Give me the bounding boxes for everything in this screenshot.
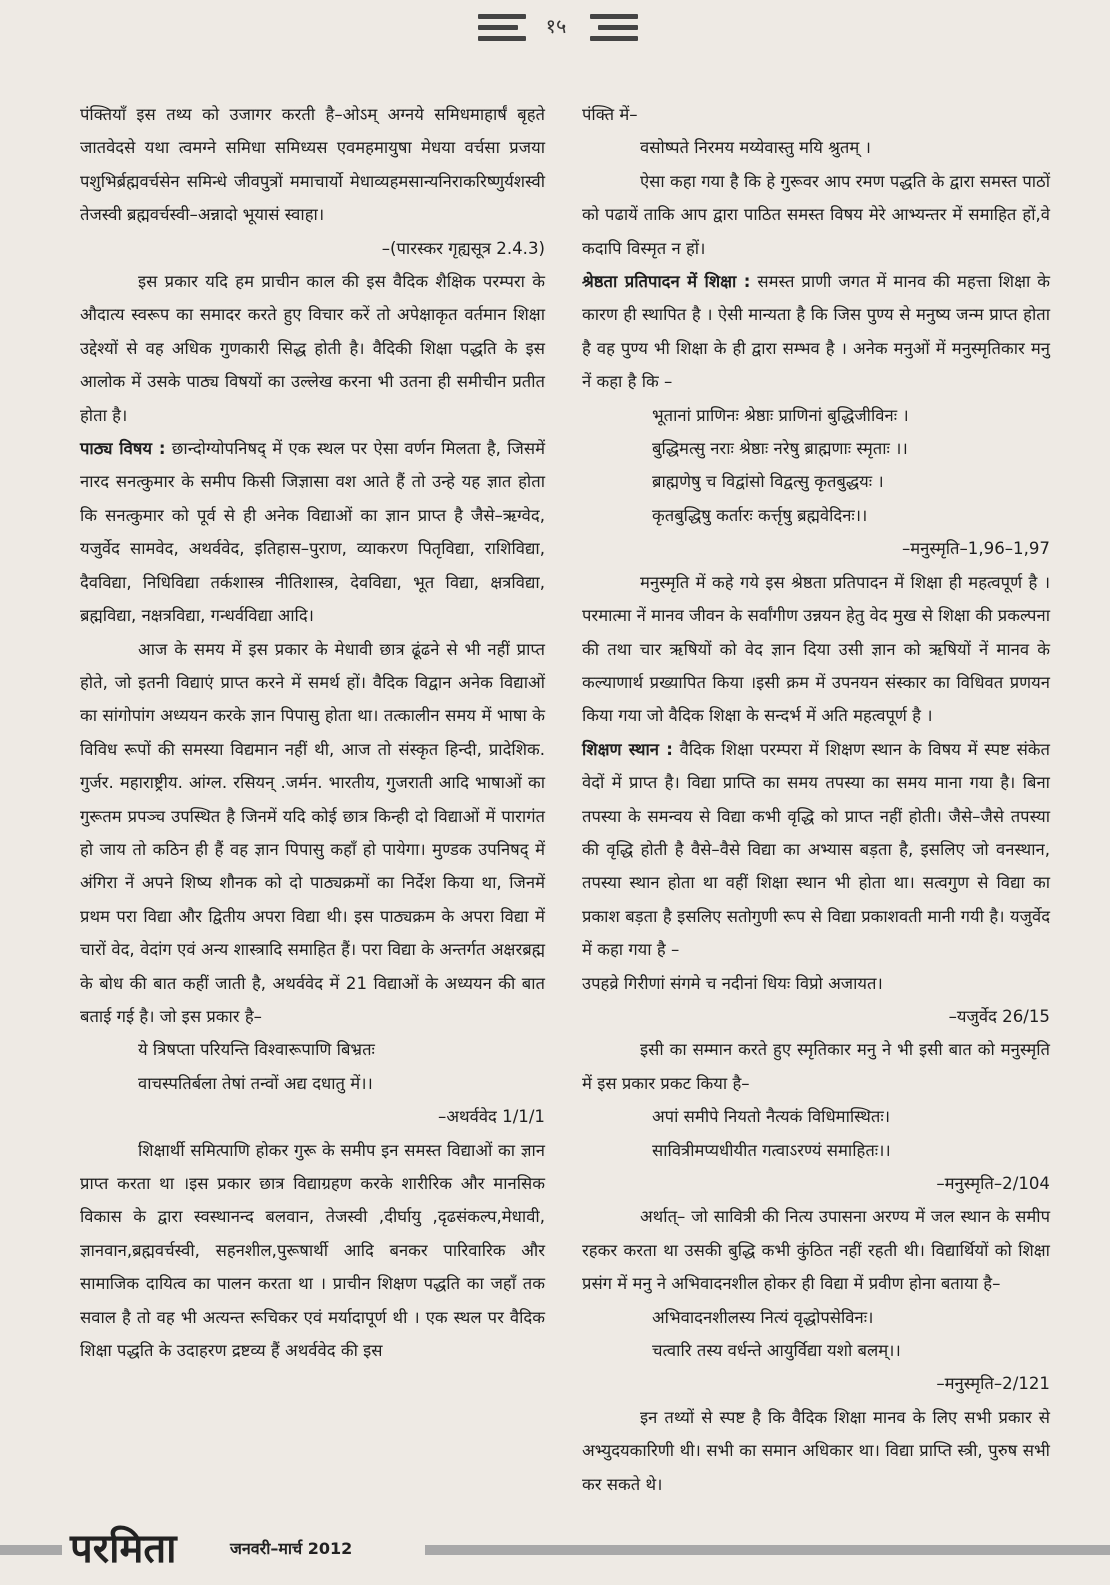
paragraph: पंक्तियाँ इस तथ्य को उजागर करती है–ओऽम् अग्नये समिधमाहार्षं बृहते जातवेदसे यथा त्वमग्ने समिधा समिध्यस एवमहमायुषा मेधया वर्चसा प्रजया पशुभिर्ब्रह्मवर्चसेन समिन्धे जीवपुत्रों ममाचार्यो मेधाव्यहमसान्यनिराकरिष्णुर्यशस्वी तेजस्वी ब्रह्मवर्चस्वी–अन्नादो भूयासं स्वाहा। [80,105,545,225]
verse-line: सावित्रीमप्यधीयीत गत्वाऽरण्यं समाहितः।। [652,1140,891,1160]
paragraph [582,733,1050,967]
paragraph-text: छान्दोग्योपनिषद् में एक स्थल पर ऐसा वर्णन मिलता है, जिसमें नारद सनत्कुमार के समीप किसी जिज्ञासा वश आते हैं तो उन्हे यह ज्ञात होता कि सनत्कुमार को पूर्व से ही अनेक विद्याओं का ज्ञान प्राप्त है जैसे–ऋग्वेद, यजुर्वेद सामवेद, अथर्ववेद, इतिहास–पुराण, व्याकरण पितृविद्या, राशिविद्या, दैवविद्या, निधिविद्या तर्कशास्त्र नीतिशास्त्र, देवविद्या, भूत विद्या, क्षत्रविद्या, ब्रह्मविद्या, नक्षत्रविद्या, गन्धर्वविद्या आदि। [80,439,545,626]
paragraph: इसी का सम्मान करते हुए स्मृतिकार मनु ने भी इसी बात को मनुस्मृति में इस प्रकार प्रकट किया है– [582,1040,1050,1093]
verse-line: बुद्धिमत्सु नराः श्रेष्ठाः नरेषु ब्राह्मणाः स्मृताः ।। [652,439,908,459]
section-heading: पाठ्य विषय : [80,439,166,459]
paragraph-text: समस्त प्राणी जगत में मानव की महत्ता शिक्षा के कारण ही स्थापित है । ऐसी मान्यता है कि जिस पुण्य से मनुष्य जन्म प्राप्त होता है वह पुण्य भी शिक्षा के ही द्वारा सम्भव है । अनेक मनुओं में मनुस्मृतिकार मनु नें कहा है कि – [582,272,1050,392]
left-column [80,98,545,1367]
magazine-name: परमिता [70,1525,177,1572]
citation: –अथर्ववेद 1/1/1 [438,1107,545,1127]
issue-date: जनवरी–मार्च 2012 [230,1539,353,1558]
paragraph: इस प्रकार यदि हम प्राचीन काल की इस वैदिक शैक्षिक परम्परा के औदात्य स्वरूप का समादर करते हुए विचार करें तो अपेक्षाकृत वर्तमान शिक्षा उद्देश्यों से वह अधिक गुणकारी सिद्ध होती है। वैदिकी शिक्षा पद्धति के इस आलोक में उसके पाठ्य विषयों का उल्लेख करना भी उतना ही समीचीन प्रतीत होता है। [80,272,545,425]
right-column [582,98,1050,1501]
paragraph: आज के समय में इस प्रकार के मेधावी छात्र ढूंढने से भी नहीं प्राप्त होते, जो इतनी विद्याएं प्राप्त करने में समर्थ हों। वैदिक विद्वान अनेक विद्याओं का सांगोपांग अध्ययन करके ज्ञान पिपासु होता था। तत्कालीन समय में भाषा के विविध रूपों की समस्या विद्यमान नहीं थी, आज तो संस्कृत हिन्दी, प्रादेशिक. गुर्जर. महाराष्ट्रीय. आंग्ल. रसियन् .जर्मन. भारतीय, गुजराती आदि भाषाओं का गुरूतम प्रपञ्च उपस्थित है जिनमें यदि कोई छात्र किन्ही दो विद्याओं में पारागंत हो जाय तो कठिन ही हैं वह ज्ञान पिपासु कहाँ हो पायेगा। मुण्डक उपनिषद् में अंगिरा नें अपने शिष्य शौनक को दो पाठ्यक्रमों का निर्देश किया था, जिनमें प्रथम परा विद्या और द्वितीय अपरा विद्या थी। इस पाठ्यक्रम के अपरा विद्या में चारों वेद, वेदांग एवं अन्य शास्त्रादि समाहित हैं। परा विद्या के अन्तर्गत अक्षरब्रह्म के बोध की बात कहीं जाती है, अथर्ववेद में 21 विद्याओं के अध्ययन की बात बताई गई है। जो इस प्रकार है– [80,639,545,1026]
verse-line: अभिवादनशीलस्य नित्यं वृद्धोपसेविनः। [652,1307,874,1327]
verse-line: भूतानां प्राणिनः श्रेष्ठाः प्राणिनां बुद्धिजीविनः । [652,405,909,425]
footer-rule [0,1545,62,1555]
section-heading: शिक्षण स्थान : [582,739,673,759]
citation: –(पारस्कर गृह्यसूत्र 2.4.3) [381,238,545,258]
paragraph [582,265,1050,399]
paragraph: अर्थात्– जो सावित्री की नित्य उपासना अरण्य में जल स्थान के समीप रहकर करता था उसकी बुद्धि कभी कुंठित नहीं रहती थी। विद्यार्थियों को शिक्षा प्रसंग में मनु ने अभिवादनशील होकर ही विद्या में प्रवीण होना बताया है– [582,1207,1050,1294]
verse-line: अपां समीपे नियतो नैत्यकं विधिमास्थितः। [652,1107,891,1127]
footer [0,1525,1110,1573]
paragraph: इन तथ्यों से स्पष्ट है कि वैदिक शिक्षा मानव के लिए सभी प्रकार से अभ्युदयकारिणी थी। सभी का समान अधिकार था। विद्या प्राप्ति स्त्री, पुरुष सभी कर सकते थे। [582,1407,1050,1494]
paragraph: ऐसा कहा गया है कि हे गुरूवर आप रमण पद्धति के द्वारा समस्त पाठों को पढायें ताकि आप द्वारा पाठित समस्त विषय मेरे आभ्यन्तर में समाहित हों,वे कदापि विस्मृत न हों। [582,171,1050,258]
citation: –मनुस्मृति–2/121 [936,1374,1050,1394]
verse-line: कृतबुद्धिषु कर्तारः कर्त्तृषु ब्रह्मवेदिनः।। [652,505,868,525]
verse-line: ये त्रिषप्ता परियन्ति विश्वारूपाणि बिभ्रतः [138,1040,375,1060]
paragraph: मनुस्मृति में कहे गये इस श्रेष्ठता प्रतिपादन में शिक्षा ही महत्वपूर्ण है । परमात्मा नें मानव जीवन के सर्वांगीण उन्नयन हेतु वेद मुख से शिक्षा की प्रकल्पना की तथा चार ऋषियों को वेद ज्ञान दिया उसी ज्ञान को ऋषियों नें मानव के कल्याणार्थ प्रख्यापित किया ।इसी क्रम में उपनयन संस्कार का विधिवत प्रणयन किया गया जो वैदिक शिक्षा के सन्दर्भ में अति महत्वपूर्ण है । [582,572,1050,726]
paragraph-text: वैदिक शिक्षा परम्परा में शिक्षण स्थान के विषय में स्पष्ट संकेत वेदों में प्राप्त है। विद्या प्राप्ति का समय तपस्या का समय माना गया है। बिना तपस्या के समन्वय से विद्या कभी वृद्धि को प्राप्त नहीं होती। जैसे–जैसे तपस्या की वृद्धि होती है वैसे–वैसे विद्या का अभ्यास बड़ता है, इसलिए जो वनस्थान, तपस्या स्थान होता था वहीं शिक्षा स्थान भी होता था। सत्वगुण से विद्या का प्रकाश बड़ता है इसलिए सतोगुणी रूप से विद्या प्रकाशवती मानी गयी है। यजुर्वेद में कहा गया है – [582,739,1050,960]
page-number: १५ [545,14,567,38]
paragraph: शिक्षार्थी समित्पाणि होकर गुरू के समीप इन समस्त विद्याओं का ज्ञान प्राप्त करता था ।इस प्रकार छात्र विद्याग्रहण करके शारीरिक और मानसिक विकास के द्वारा स्वस्थानन्द बलवान, तेजस्वी ,दीर्घायु ,दृढसंकल्प,मेधावी, ज्ञानवान,ब्रह्मवर्चस्वी, सहनशील,पुरूषार्थी आदि बनकर पारिवारिक और सामाजिक दायित्व का पालन करता था । प्राचीन शिक्षण पद्धति का जहॉं तक सवाल है तो वह भी अत्यन्त रूचिकर एवं मर्यादापूर्ण थी । एक स्थल पर वैदिक शिक्षा पद्धति के उदाहरण द्रष्टव्य हैं अथर्ववेद की इस [80,1140,545,1361]
paragraph: पंक्ति में– [582,105,638,124]
paragraph [80,432,545,632]
verse-line: वसोष्पते निरमय मय्येवास्तु मयि श्रुतम् । [640,138,871,158]
citation: –मनुस्मृति–1,96–1,97 [901,539,1050,559]
verse-line: चत्वारि तस्य वर्धन्ते आयुर्विद्या यशो बलम्।। [652,1341,901,1361]
verse-line: वाचस्पतिर्बला तेषां तन्वों अद्य दधातु में।। [138,1073,373,1093]
citation: –मनुस्मृति–2/104 [936,1174,1050,1193]
verse-line: ब्राह्मणेषु च विद्वांसो विद्वत्सु कृतबुद्धयः । [652,472,884,492]
verse-line: उपहव्रे गिरीणां संगमे च नदीनां धियः विप्रो अजायत। [582,973,883,993]
citation: –यजुर्वेद 26/15 [948,1006,1050,1026]
footer-rule [425,1545,1110,1555]
section-heading: श्रेष्ठता प्रतिपादन में शिक्षा : [582,272,751,292]
